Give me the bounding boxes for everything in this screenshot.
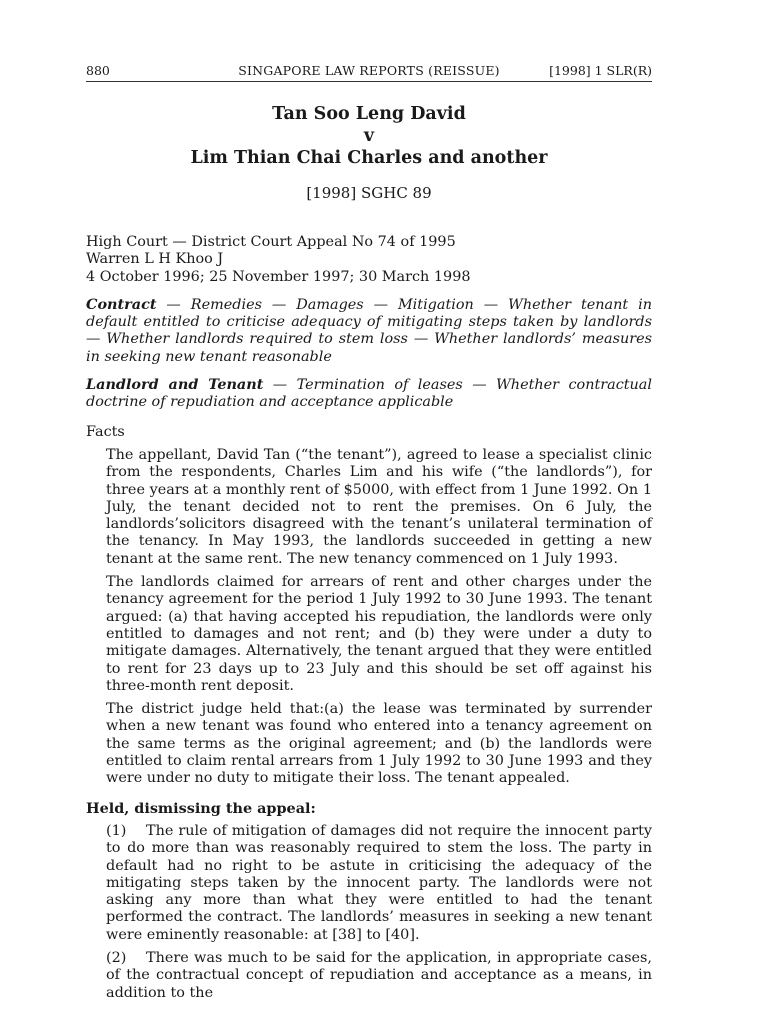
facts-paragraph: The district judge held that:(a) the lease was terminated by surrender when a new tenant was found who entered into a tenancy agreement on the same terms as the original agreement; and (b) the landlords were entitled to claim rental arrears from 1 July 1992 to 30 June 1993 and they were under no duty to mitigate their loss. The tenant appealed.: [106, 701, 652, 787]
catchword-landlord-tenant: [86, 376, 652, 412]
held-item-number: (2): [106, 949, 127, 966]
facts-paragraph: The landlords claimed for arrears of rent and other charges under the tenancy agreement for the period 1 July 1992 to 30 June 1993. The tenant argued: (a) that having accepted his repudiation, the landlords were only entitled to damages and not rent; and (b) they were under a duty to mitigate damages. Alternatively, the tenant argued that they were entitled to rent for 23 days up to 23 July and this should be set off against his three-month rent deposit.: [106, 574, 652, 694]
judge-line: Warren L H Khoo J: [86, 251, 224, 268]
catchword-contract: [86, 296, 652, 366]
page-number: 880: [86, 63, 110, 78]
facts-heading: Facts: [86, 423, 125, 440]
hearing-dates: 4 October 1996; 25 November 1997; 30 March 1998: [86, 268, 471, 285]
held-item-text: There was much to be said for the application, in appropriate cases, of the contractual concept of repudiation and acceptance as a means, in addition to the: [106, 949, 652, 1001]
appellant-name: Tan Soo Leng David: [272, 104, 466, 124]
held-item-number: (1): [106, 822, 127, 839]
held-item-text: The rule of mitigation of damages did not require the innocent party to do more than was reasonably required to stem the loss. The party in default had no right to be astute in criticising the adequacy of the mitigating steps taken by the innocent party. The landlords were not asking any more than what they were entitled to had the tenant performed the contract. The landlords’ measures in seeking a new tenant were eminently reasonable: at [38] to [40].: [106, 822, 652, 943]
court-line: High Court — District Court Appeal No 74 of 1995: [86, 234, 456, 250]
running-header: [86, 63, 652, 82]
case-metadata: [86, 234, 652, 286]
catchword-subject: Contract: [86, 295, 157, 313]
report-title: SINGAPORE LAW REPORTS (REISSUE): [238, 63, 500, 78]
catchword-subject: Landlord and Tenant: [86, 376, 264, 394]
catchword-text: — Termination of leases — Whether contractual doctrine of repudiation and acceptance applicable: [86, 377, 652, 411]
facts-paragraph: The appellant, David Tan (“the tenant”), agreed to lease a specialist clinic from the respondents, Charles Lim and his wife (“the landlords”), for three years at a monthly rent of $5000, with effect from 1 June 1992. On 1 July, the tenant decided not to rent the premises. On 6 July, the landlords’solicitors disagreed with the tenant’s unilateral termination of the tenancy. In May 1993, the landlords succeeded in getting a new tenant at the same rent. The new tenancy commenced on 1 July 1993.: [106, 446, 652, 567]
report-citation: [1998] 1 SLR(R): [549, 63, 652, 78]
respondent-name: Lim Thian Chai Charles and another: [190, 148, 548, 168]
held-item: [106, 950, 652, 1002]
held-item: [106, 823, 652, 944]
case-title: [86, 103, 652, 169]
neutral-citation: [1998] SGHC 89: [306, 184, 432, 202]
document-body: [86, 234, 652, 1008]
versus: v: [363, 126, 375, 146]
held-heading: Held, dismissing the appeal:: [86, 799, 316, 817]
catchword-text: — Remedies — Damages — Mitigation — Whether tenant in default entitled to criticise adequacy of mitigating steps taken by landlords — Whether landlords required to stem loss — Whether landlords’ measures in seeking new tenant reasonable: [86, 296, 652, 365]
